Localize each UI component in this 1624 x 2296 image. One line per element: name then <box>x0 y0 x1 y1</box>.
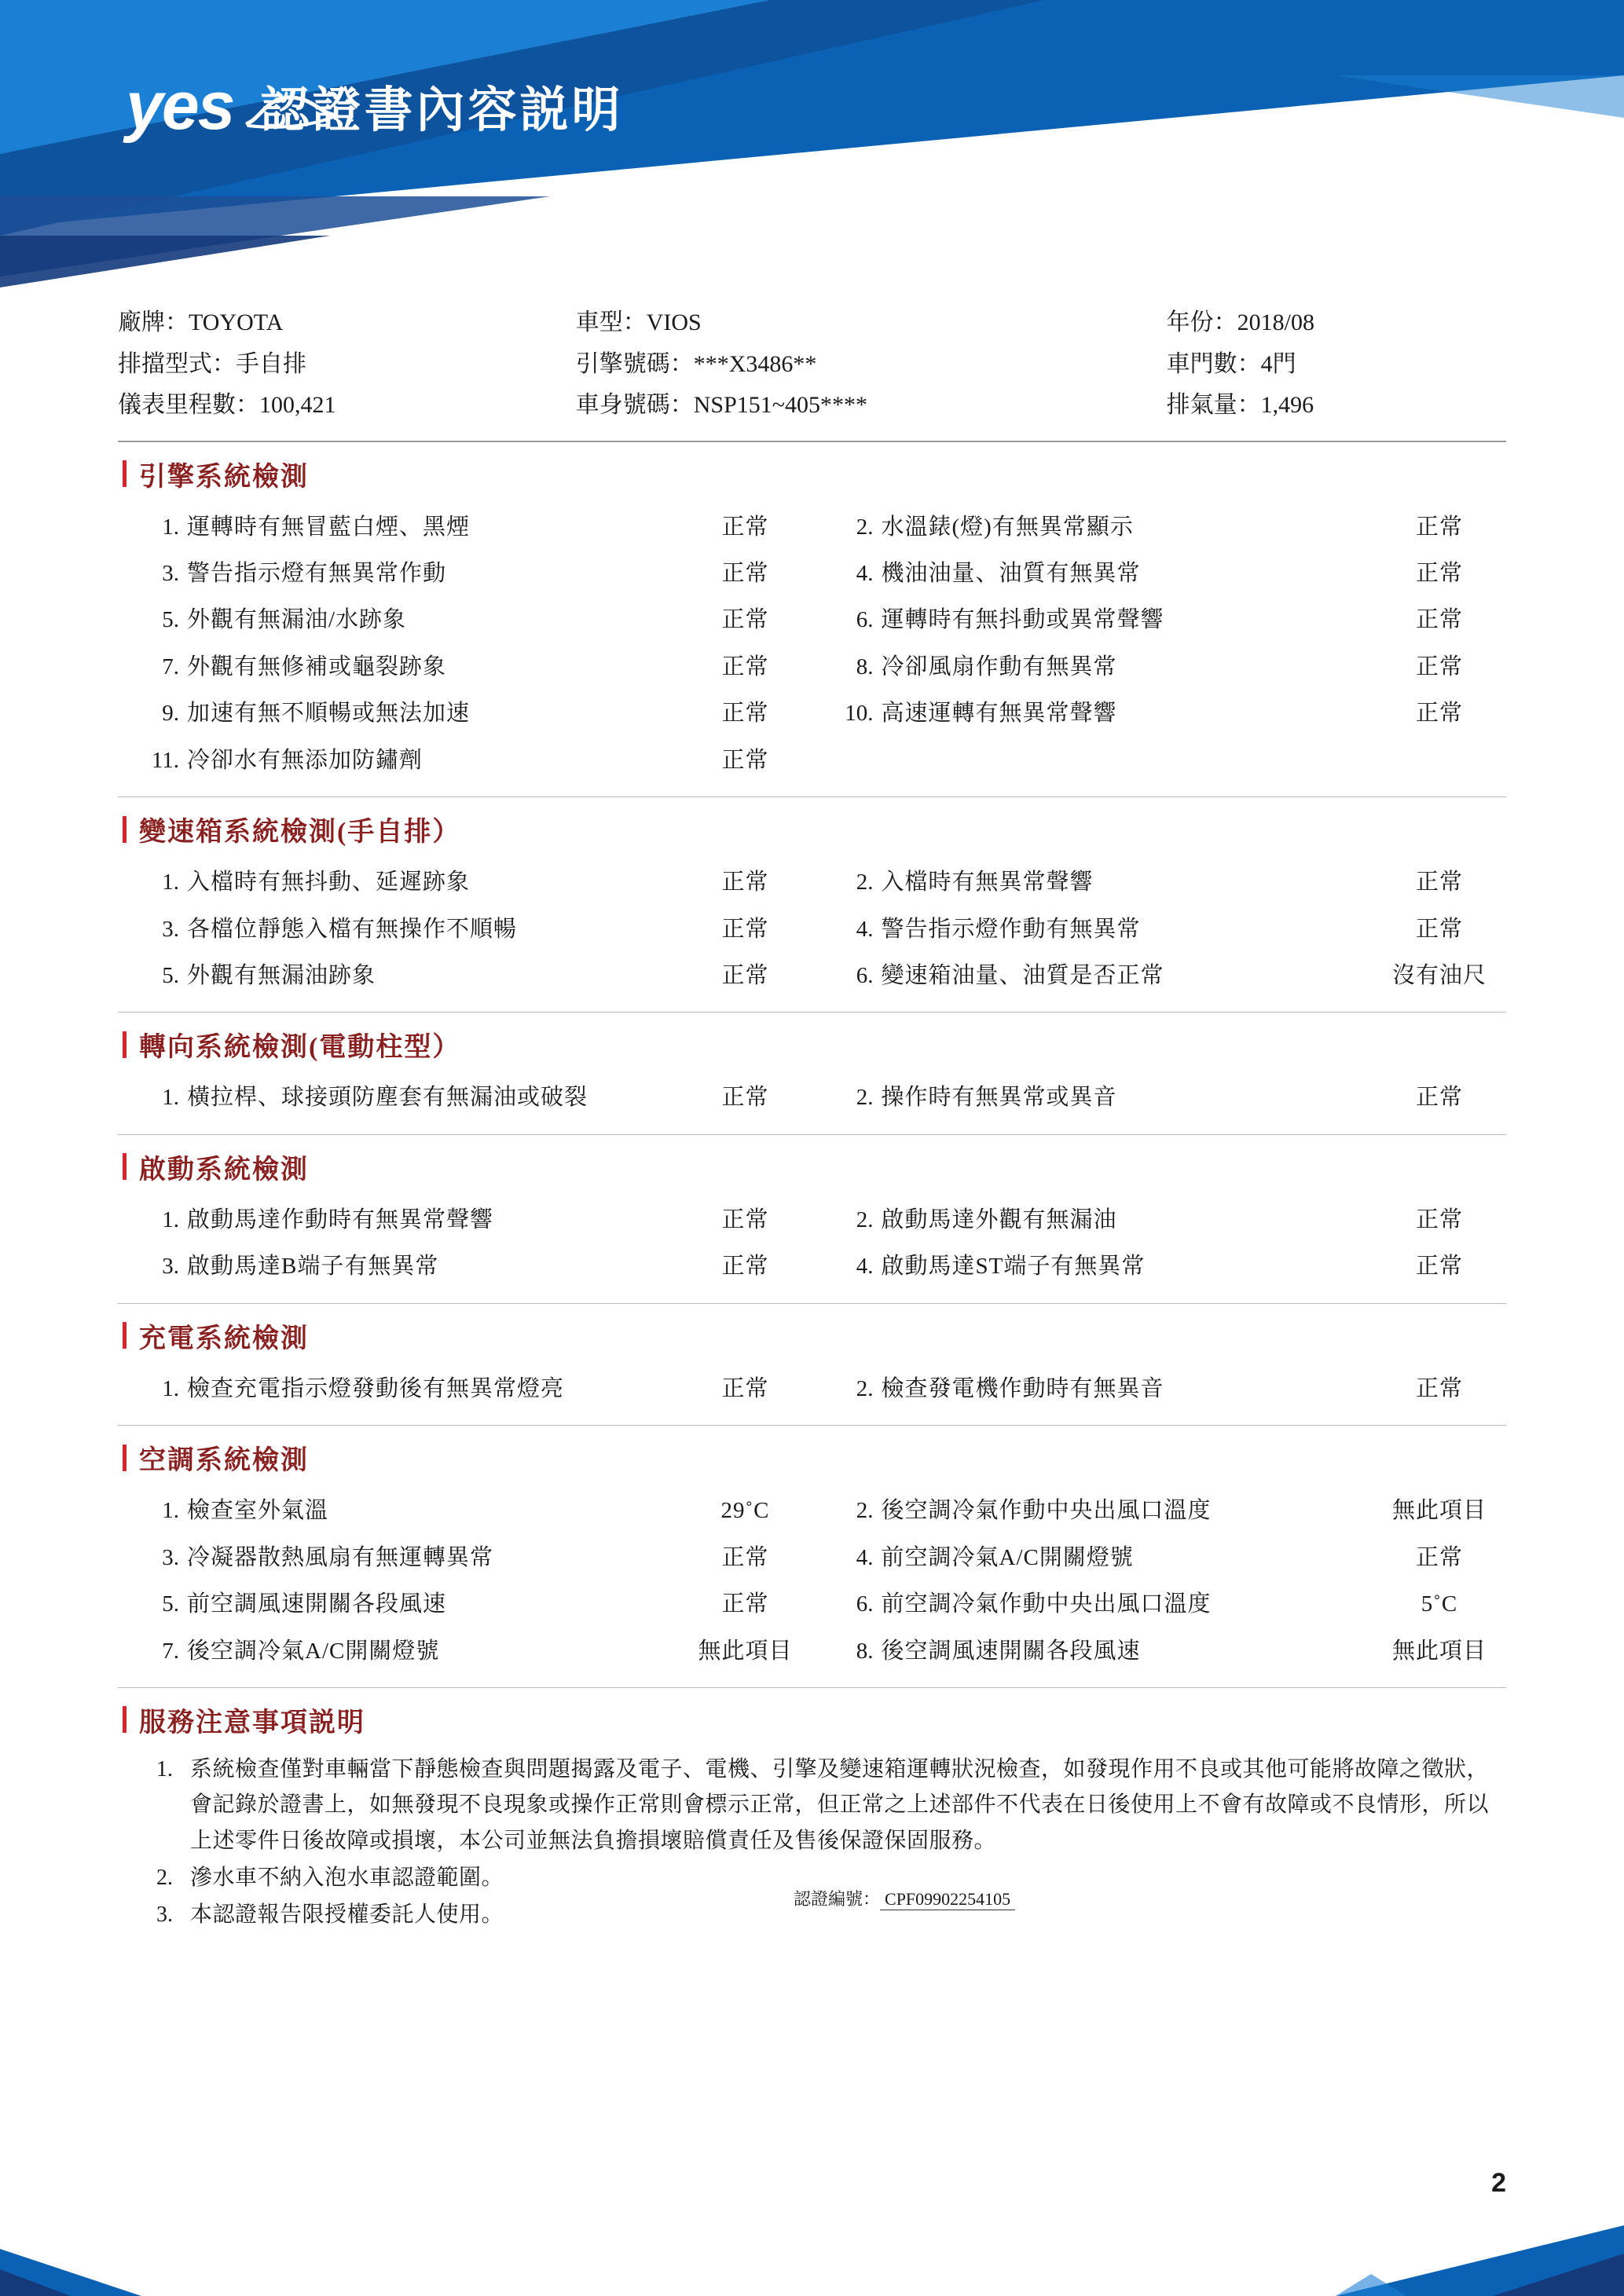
vehicle-info-col-2 <box>576 302 1167 427</box>
item-result: 正常 <box>1415 654 1463 679</box>
field-label: 儀表里程數： <box>118 392 259 418</box>
field-value: NSP151~405**** <box>693 392 867 418</box>
section-header-starter <box>118 1135 1506 1194</box>
item-label: 加速有無不順暢或無法加速 <box>187 701 471 727</box>
logo-text: yes <box>126 68 234 144</box>
inspection-item <box>118 504 812 551</box>
section-items-starter <box>118 1194 1506 1303</box>
table-row <box>118 1488 1506 1534</box>
table-row <box>118 1243 1506 1290</box>
table-row <box>118 1075 1506 1121</box>
vehicle-info-col-1 <box>118 302 576 427</box>
vehicle-field-displacement <box>1167 385 1506 427</box>
inspection-item <box>118 551 812 597</box>
list-item <box>118 1752 1506 1858</box>
item-result: 正常 <box>721 1375 769 1401</box>
inspection-item <box>118 1535 812 1581</box>
table-row <box>118 738 1506 784</box>
inspection-item <box>812 597 1507 643</box>
section-header-transmission <box>118 797 1506 856</box>
table-row <box>118 1581 1506 1628</box>
inspection-item <box>118 1628 812 1675</box>
certificate-number: CPF09902254105 <box>880 1889 1015 1910</box>
item-number: 3. <box>162 1254 179 1280</box>
section-title: 轉向系統檢測(電動柱型） <box>139 1033 461 1063</box>
inspection-item <box>812 953 1507 999</box>
inspection-item <box>812 1628 1507 1675</box>
item-label: 啟動馬達作動時有無異常聲響 <box>187 1207 494 1232</box>
item-result: 無此項目 <box>1391 1498 1487 1524</box>
section-items-transmission <box>118 856 1506 1012</box>
item-result: 正常 <box>1415 1254 1463 1280</box>
item-number: 1. <box>162 514 179 540</box>
item-label: 警告指示燈有無異常作動 <box>187 560 447 586</box>
item-label: 變速箱油量、油質是否正常 <box>881 963 1164 988</box>
certificate-number-block <box>794 1886 1506 1910</box>
item-label: 運轉時有無冒藍白煙、黑煙 <box>187 514 471 540</box>
table-row <box>118 906 1506 953</box>
note-text: 本認證報告限授權委託人使用。 <box>190 1902 504 1928</box>
section-accent-bar <box>123 1445 126 1471</box>
field-label: 廠牌： <box>118 309 189 335</box>
section-title: 充電系統檢測 <box>139 1324 309 1353</box>
section-items-charging <box>118 1363 1506 1425</box>
vehicle-field-model <box>576 302 1167 344</box>
inspection-item <box>812 859 1507 906</box>
item-number: 1. <box>162 1207 179 1232</box>
table-row <box>118 953 1506 999</box>
table-row <box>118 1628 1506 1675</box>
item-label: 警告指示燈作動有無異常 <box>881 916 1141 942</box>
vehicle-info-col-3 <box>1167 302 1506 427</box>
section-accent-bar <box>123 460 126 487</box>
table-row <box>118 859 1506 906</box>
section-title: 空調系統檢測 <box>139 1446 309 1476</box>
item-number: 3. <box>162 560 179 586</box>
section-header-notice <box>118 1688 1506 1747</box>
vehicle-field-doors <box>1167 344 1506 386</box>
item-number: 7. <box>162 1638 179 1664</box>
field-value: TOYOTA <box>189 309 284 335</box>
item-result: 沒有油尺 <box>1391 963 1487 988</box>
item-result: 正常 <box>721 1591 769 1617</box>
item-label: 外觀有無漏油跡象 <box>187 963 376 988</box>
item-number: 2. <box>856 514 874 540</box>
item-label: 檢查充電指示燈發動後有無異常燈亮 <box>187 1375 565 1401</box>
item-label: 入檔時有無異常聲響 <box>881 870 1094 895</box>
note-number: 3. <box>156 1902 173 1928</box>
item-number: 7. <box>162 654 179 679</box>
section-header-engine <box>118 442 1506 501</box>
item-result: 5˚C <box>1421 1591 1458 1617</box>
table-row <box>118 1366 1506 1412</box>
page-header <box>0 0 1624 298</box>
inspection-item <box>118 597 812 643</box>
item-result: 正常 <box>721 1544 769 1570</box>
item-number: 2. <box>856 1375 874 1401</box>
inspection-item <box>118 738 812 784</box>
field-label: 車門數： <box>1166 350 1261 377</box>
vehicle-field-year <box>1167 302 1506 344</box>
table-row <box>118 690 1506 737</box>
inspection-item <box>118 1243 812 1290</box>
item-result: 正常 <box>1415 916 1463 942</box>
item-label: 後空調冷氣A/C開關燈號 <box>187 1638 440 1664</box>
item-label: 啟動馬達ST端子有無異常 <box>881 1254 1146 1280</box>
item-label: 機油油量、油質有無異常 <box>881 560 1141 586</box>
vehicle-field-vin <box>576 385 1167 427</box>
inspection-item <box>812 1243 1507 1290</box>
item-result: 正常 <box>721 1207 769 1232</box>
inspection-item <box>812 690 1507 737</box>
note-text: 系統檢查僅對車輛當下靜態檢查與問題揭露及電子、電機、引擎及變速箱運轉狀況檢查，如發現作用不良或其他可能將故障之徵狀，會記錄於證書上，如無發現不良現象或操作正常則會標示正常，但正常之上述部件不代表在日後使用上不會有故障或不良情形，所以上述零件日後故障或損壞，本公司並無法負擔損壞賠償責任及售後保證保固服務。 <box>190 1756 1490 1853</box>
item-number: 9. <box>162 701 179 727</box>
field-value: 4門 <box>1260 350 1296 377</box>
item-result: 無此項目 <box>1391 1638 1487 1664</box>
brand-logo <box>126 68 624 144</box>
document-body <box>0 302 1624 1928</box>
section-title: 變速箱系統檢測(手自排） <box>139 818 461 848</box>
item-number: 5. <box>162 1591 179 1617</box>
item-label: 橫拉桿、球接頭防塵套有無漏油或破裂 <box>187 1085 588 1111</box>
item-result: 正常 <box>721 747 769 773</box>
item-result: 正常 <box>1415 514 1463 540</box>
field-label: 車身號碼： <box>575 392 694 418</box>
field-value: 100,421 <box>259 392 336 418</box>
section-accent-bar <box>123 1153 126 1180</box>
section-accent-bar <box>123 1031 126 1058</box>
note-number: 2. <box>156 1866 173 1891</box>
field-label: 排擋型式： <box>118 350 236 377</box>
table-row <box>118 597 1506 643</box>
item-number: 10. <box>845 701 874 727</box>
inspection-item <box>118 859 812 906</box>
certificate-label: 認證編號： <box>794 1888 881 1909</box>
item-label: 高速運轉有無異常聲響 <box>881 701 1117 727</box>
item-result: 正常 <box>721 514 769 540</box>
item-number: 8. <box>856 1638 874 1664</box>
inspection-item <box>118 644 812 690</box>
section-title: 服務注意事項説明 <box>139 1708 365 1738</box>
item-number: 6. <box>856 607 874 633</box>
inspection-item <box>812 1075 1507 1121</box>
item-label: 操作時有無異常或異音 <box>881 1085 1117 1111</box>
page-footer <box>0 2202 1624 2296</box>
section-items-engine <box>118 501 1506 797</box>
vehicle-field-engine-no <box>576 344 1167 386</box>
inspection-item <box>118 953 812 999</box>
item-number: 1. <box>162 1085 179 1111</box>
item-number: 5. <box>162 963 179 988</box>
item-number: 1. <box>162 870 179 895</box>
item-result: 正常 <box>721 963 769 988</box>
item-result: 正常 <box>721 916 769 942</box>
vehicle-info <box>118 302 1506 441</box>
inspection-item <box>812 1581 1507 1628</box>
item-label: 外觀有無修補或龜裂跡象 <box>187 654 447 679</box>
footer-decoration <box>0 2202 1624 2296</box>
page-number: 2 <box>1491 2168 1506 2198</box>
item-result: 正常 <box>721 654 769 679</box>
inspection-item <box>118 1488 812 1534</box>
item-result: 正常 <box>721 560 769 586</box>
inspection-item <box>812 1366 1507 1412</box>
inspection-item <box>118 690 812 737</box>
note-text: 滲水車不納入泡水車認證範圍。 <box>190 1866 504 1891</box>
vehicle-field-transmission <box>118 344 576 386</box>
item-number: 4. <box>856 1544 874 1570</box>
item-label: 冷凝器散熱風扇有無運轉異常 <box>187 1544 494 1570</box>
section-title: 啟動系統檢測 <box>139 1155 309 1185</box>
item-result: 正常 <box>721 1085 769 1111</box>
field-value: 2018/08 <box>1237 309 1314 335</box>
item-label: 前空調冷氣A/C開關燈號 <box>881 1544 1134 1570</box>
section-header-air-conditioning <box>118 1426 1506 1485</box>
field-label: 年份： <box>1166 309 1237 335</box>
item-number: 2. <box>856 1085 874 1111</box>
item-label: 後空調風速開關各段風速 <box>881 1638 1141 1664</box>
field-label: 引擎號碼： <box>575 350 694 377</box>
inspection-item <box>118 906 812 953</box>
item-result: 29˚C <box>720 1498 770 1524</box>
item-number: 1. <box>162 1375 179 1401</box>
vehicle-field-mileage <box>118 385 576 427</box>
inspection-item <box>812 1197 1507 1243</box>
item-result: 正常 <box>721 870 769 895</box>
item-label: 運轉時有無抖動或異常聲響 <box>881 607 1164 633</box>
vehicle-field-brand <box>118 302 576 344</box>
table-row <box>118 551 1506 597</box>
item-number: 2. <box>856 1207 874 1232</box>
item-result: 正常 <box>1415 1207 1463 1232</box>
field-value: 手自排 <box>236 350 306 377</box>
field-value: ***X3486** <box>693 350 817 377</box>
inspection-item <box>118 1366 812 1412</box>
inspection-item <box>812 551 1507 597</box>
field-value: VIOS <box>646 309 702 335</box>
inspection-item <box>812 504 1507 551</box>
item-number: 6. <box>856 963 874 988</box>
item-number: 3. <box>162 916 179 942</box>
item-number: 4. <box>856 560 874 586</box>
item-result: 正常 <box>1415 607 1463 633</box>
item-label: 檢查發電機作動時有無異音 <box>881 1375 1164 1401</box>
item-number: 1. <box>162 1498 179 1524</box>
inspection-item <box>118 1075 812 1121</box>
item-result: 正常 <box>1415 1544 1463 1570</box>
field-value: 1,496 <box>1260 392 1314 418</box>
item-number: 3. <box>162 1544 179 1570</box>
item-number: 4. <box>856 1254 874 1280</box>
item-label: 外觀有無漏油/水跡象 <box>187 607 407 633</box>
section-header-steering <box>118 1013 1506 1071</box>
item-label: 冷卻風扇作動有無異常 <box>881 654 1117 679</box>
item-label: 啟動馬達外觀有無漏油 <box>881 1207 1117 1232</box>
item-number: 11. <box>151 747 179 773</box>
item-number: 2. <box>856 1498 874 1524</box>
table-row <box>118 1535 1506 1581</box>
section-header-charging <box>118 1304 1506 1363</box>
field-label: 排氣量： <box>1166 392 1261 418</box>
item-result: 正常 <box>1415 560 1463 586</box>
item-label: 後空調冷氣作動中央出風口溫度 <box>881 1498 1212 1524</box>
item-number: 2. <box>856 870 874 895</box>
item-label: 檢查室外氣溫 <box>187 1498 329 1524</box>
item-result: 正常 <box>721 701 769 727</box>
item-label: 入檔時有無抖動、延遲跡象 <box>187 870 471 895</box>
item-number: 8. <box>856 654 874 679</box>
item-label: 水溫錶(燈)有無異常顯示 <box>881 514 1134 540</box>
item-result: 正常 <box>1415 1375 1463 1401</box>
note-number: 1. <box>156 1756 173 1782</box>
section-items-air-conditioning <box>118 1485 1506 1687</box>
inspection-item <box>118 1197 812 1243</box>
item-number: 4. <box>856 916 874 942</box>
item-label: 前空調風速開關各段風速 <box>187 1591 447 1617</box>
inspection-item <box>812 1535 1507 1581</box>
item-result: 正常 <box>721 607 769 633</box>
page-title: 認證書內容説明 <box>260 84 624 137</box>
section-items-steering <box>118 1071 1506 1133</box>
inspection-item <box>812 906 1507 953</box>
section-accent-bar <box>123 1706 126 1733</box>
section-accent-bar <box>123 1322 126 1349</box>
item-result: 正常 <box>1415 870 1463 895</box>
item-label: 冷卻水有無添加防鏽劑 <box>187 747 423 773</box>
table-row <box>118 644 1506 690</box>
item-result: 正常 <box>721 1254 769 1280</box>
inspection-item <box>812 1488 1507 1534</box>
field-label: 車型： <box>575 309 647 335</box>
item-label: 前空調冷氣作動中央出風口溫度 <box>881 1591 1212 1617</box>
header-decoration <box>0 0 1624 298</box>
item-result: 無此項目 <box>698 1638 793 1664</box>
table-row <box>118 1197 1506 1243</box>
item-label: 啟動馬達B端子有無異常 <box>187 1254 439 1280</box>
item-result: 正常 <box>1415 1085 1463 1111</box>
item-number: 6. <box>856 1591 874 1617</box>
section-title: 引擎系統檢測 <box>139 462 309 492</box>
car-outline-icon <box>244 80 338 135</box>
section-accent-bar <box>123 816 126 843</box>
inspection-item <box>812 644 1507 690</box>
table-row <box>118 504 1506 551</box>
item-label: 各檔位靜態入檔有無操作不順暢 <box>187 916 518 942</box>
item-result: 正常 <box>1415 701 1463 727</box>
inspection-item <box>118 1581 812 1628</box>
item-number: 5. <box>162 607 179 633</box>
